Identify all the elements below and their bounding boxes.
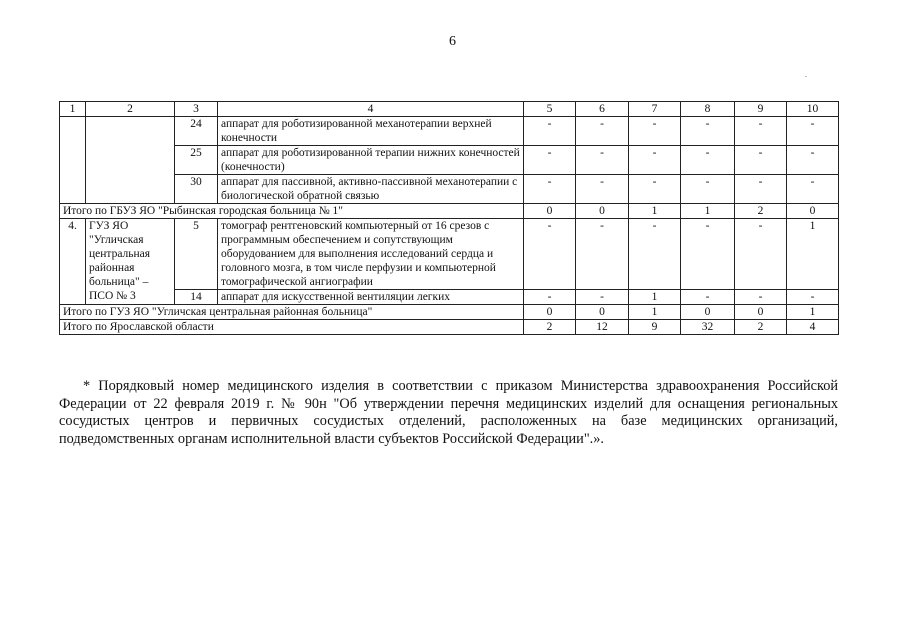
header-cell: 2: [86, 102, 175, 117]
value-cell: -: [787, 146, 839, 175]
total-value: 32: [681, 320, 735, 335]
page-number: 6: [449, 34, 456, 49]
header-cell: 1: [60, 102, 86, 117]
total-label: Итого по Ярославской области: [60, 320, 524, 335]
value-cell: -: [735, 146, 787, 175]
value-cell: -: [576, 290, 629, 305]
total-value: 0: [576, 204, 629, 219]
value-cell: -: [787, 117, 839, 146]
total-label: Итого по ГБУЗ ЯО "Рыбинская городская больница № 1": [60, 204, 524, 219]
total-row: [60, 204, 839, 219]
scan-mark: .: [805, 70, 807, 79]
header-cell: 5: [524, 102, 576, 117]
total-value: 1: [681, 204, 735, 219]
total-value: 1: [629, 204, 681, 219]
item-name: аппарат для пассивной, активно-пассивной механотерапии с биологической обратной связью: [218, 175, 524, 204]
header-cell: 8: [681, 102, 735, 117]
table-row: [60, 290, 839, 305]
value-cell: 1: [787, 219, 839, 290]
value-cell: -: [681, 146, 735, 175]
table-row: [60, 117, 839, 146]
total-value: 1: [787, 305, 839, 320]
table-row: [60, 146, 839, 175]
table-row: [60, 175, 839, 204]
total-value: 2: [735, 320, 787, 335]
total-value: 1: [629, 305, 681, 320]
footnote: * Порядковый номер медицинского изделия в соответствии с приказом Министерства здравоохранения Российской Федерации от 22 февраля 2019 г. № 90н "Об утверждении перечня медицинских изделий для оснащения региональных сосудистых центров и первичных сосудистых отделений, расположенных на базе медицинских организаций, подведомственных органам исполнительной власти субъектов Российской Федерации".».: [59, 378, 838, 447]
value-cell: -: [576, 175, 629, 204]
table-row: [60, 219, 839, 290]
total-label: Итого по ГУЗ ЯО "Угличская центральная районная больница": [60, 305, 524, 320]
item-name: томограф рентгеновский компьютерный от 16 срезов с программным обеспечением и сопутствующим оборудованием для выполнения исследований сердца и головного мозга, в том числе перфузии и компьютерной томографической ангиографии: [218, 219, 524, 290]
total-value: 12: [576, 320, 629, 335]
value-cell: -: [524, 290, 576, 305]
org-cell: ГУЗ ЯО "Угличская центральная районная больница" – ПСО № 3: [86, 219, 175, 305]
value-cell: -: [524, 117, 576, 146]
item-number: 30: [175, 175, 218, 204]
table-header-row: [60, 102, 839, 117]
index-cell: [60, 117, 86, 204]
item-number: 24: [175, 117, 218, 146]
value-cell: -: [524, 219, 576, 290]
total-value: 0: [524, 305, 576, 320]
value-cell: -: [629, 219, 681, 290]
total-value: 0: [576, 305, 629, 320]
value-cell: -: [629, 146, 681, 175]
item-number: 5: [175, 219, 218, 290]
org-cell: [86, 117, 175, 204]
total-row: [60, 305, 839, 320]
value-cell: -: [576, 146, 629, 175]
item-number: 14: [175, 290, 218, 305]
total-value: 2: [524, 320, 576, 335]
value-cell: -: [629, 117, 681, 146]
value-cell: 1: [629, 290, 681, 305]
item-number: 25: [175, 146, 218, 175]
value-cell: -: [681, 117, 735, 146]
value-cell: -: [735, 219, 787, 290]
total-value: 0: [681, 305, 735, 320]
total-value: 4: [787, 320, 839, 335]
header-cell: 3: [175, 102, 218, 117]
value-cell: -: [681, 175, 735, 204]
item-name: аппарат для роботизированной механотерапии верхней конечности: [218, 117, 524, 146]
total-value: 0: [735, 305, 787, 320]
value-cell: -: [524, 175, 576, 204]
value-cell: -: [576, 219, 629, 290]
header-cell: 6: [576, 102, 629, 117]
value-cell: -: [735, 117, 787, 146]
value-cell: -: [681, 290, 735, 305]
grand-total-row: [60, 320, 839, 335]
value-cell: -: [576, 117, 629, 146]
total-value: 0: [524, 204, 576, 219]
header-cell: 7: [629, 102, 681, 117]
total-value: 9: [629, 320, 681, 335]
equipment-table: [59, 101, 839, 335]
value-cell: -: [681, 219, 735, 290]
header-cell: 9: [735, 102, 787, 117]
value-cell: -: [629, 175, 681, 204]
total-value: 0: [787, 204, 839, 219]
header-cell: 10: [787, 102, 839, 117]
value-cell: -: [787, 175, 839, 204]
value-cell: -: [735, 175, 787, 204]
total-value: 2: [735, 204, 787, 219]
item-name: аппарат для роботизированной терапии нижних конечностей (конечности): [218, 146, 524, 175]
value-cell: -: [787, 290, 839, 305]
value-cell: -: [735, 290, 787, 305]
header-cell: 4: [218, 102, 524, 117]
value-cell: -: [524, 146, 576, 175]
item-name: аппарат для искусственной вентиляции легких: [218, 290, 524, 305]
index-cell: 4.: [60, 219, 86, 305]
